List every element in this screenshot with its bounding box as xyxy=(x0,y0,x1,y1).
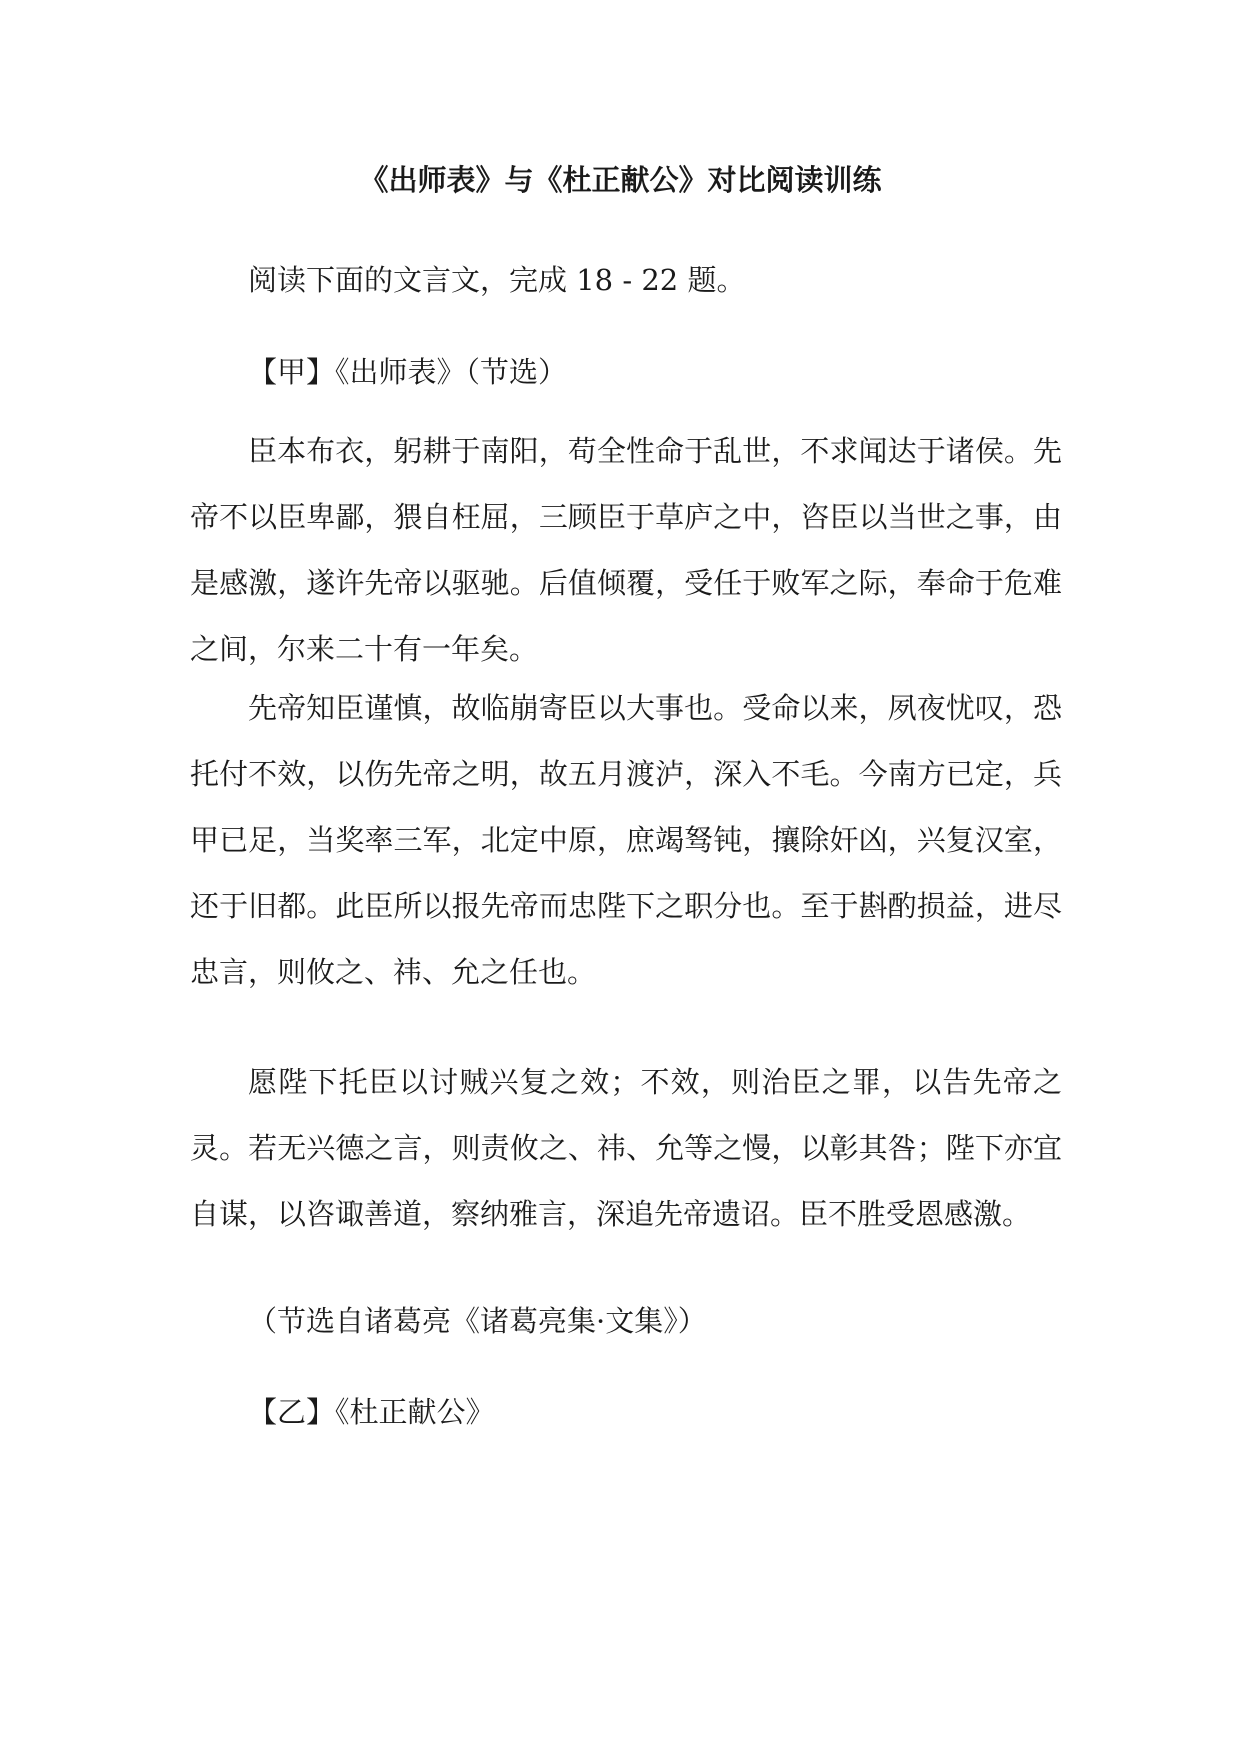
instruction-text: 阅读下面的文言文，完成 18 - 22 题。 xyxy=(248,263,746,297)
section-a-paragraph-3: 愿陛下托臣以讨贼兴复之效；不效，则治臣之罪，以告先帝之灵。若无兴德之言，则责攸之、祎、允等之慢，以彰其咎；陛下亦宜自谋，以咨诹善道，察纳雅言，深追先帝遗诏。臣不胜受恩感激。 xyxy=(190,1065,1062,1231)
section-b-heading: 【乙】《杜正献公》 xyxy=(248,1395,495,1429)
section-a-paragraph-1: 臣本布衣，躬耕于南阳，苟全性命于乱世，不求闻达于诸侯。先帝不以臣卑鄙，猥自枉屈，三顾臣于草庐之中，咨臣以当世之事，由是感激，遂许先帝以驱驰。后值倾覆，受任于败军之际，奉命于危难之间，尔来二十有一年矣。 xyxy=(190,434,1062,666)
document-title: 《出师表》与《杜正献公》对比阅读训练 xyxy=(359,163,882,197)
section-a-source: （节选自诸葛亮《诸葛亮集·文集》） xyxy=(248,1304,707,1338)
section-a-paragraph-2: 先帝知臣谨慎，故临崩寄臣以大事也。受命以来，夙夜忧叹，恐托付不效，以伤先帝之明，故五月渡泸，深入不毛。今南方已定，兵甲已足，当奖率三军，北定中原，庶竭驽钝，攘除奸凶，兴复汉室，还于旧都。此臣所以报先帝而忠陛下之职分也。至于斟酌损益，进尽忠言，则攸之、祎、允之任也。 xyxy=(190,691,1062,989)
section-a-heading: 【甲】《出师表》（节选） xyxy=(248,355,568,389)
